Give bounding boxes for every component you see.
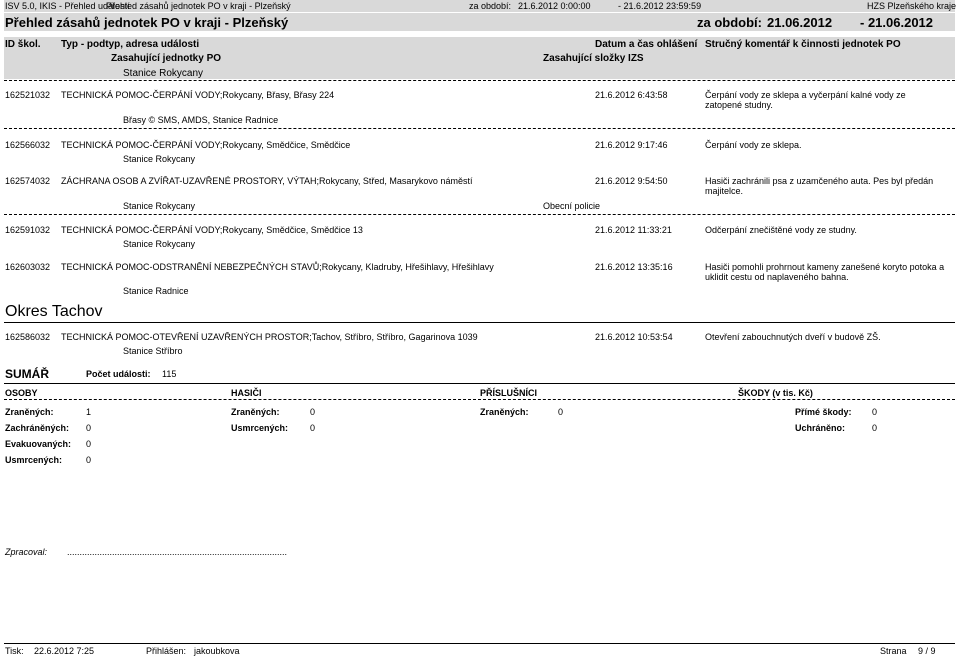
persons-evacuated-value: 0 xyxy=(86,439,92,449)
processed-label: Zpracoval: xyxy=(5,547,48,557)
event-id: 162566032 xyxy=(5,140,51,150)
event-count-label: Počet události: xyxy=(86,369,151,379)
event-id: 162574032 xyxy=(5,176,51,186)
event-id: 162586032 xyxy=(5,332,51,342)
summary-title: SUMÁŘ xyxy=(5,367,49,381)
event-units: Břasy © SMS, AMDS, Stanice Radnice xyxy=(123,115,279,125)
page-title: Přehled zásahů jednotek PO v kraji - Plzeňský xyxy=(5,15,289,30)
event-desc: TECHNICKÁ POMOC-ČERPÁNÍ VODY;Rokycany, Břasy, Břasy 224 xyxy=(61,90,335,100)
event-id: 162603032 xyxy=(5,262,51,272)
page-label: Strana xyxy=(880,646,907,656)
col-units: Zasahující jednotky PO xyxy=(111,53,222,64)
event-desc: TECHNICKÁ POMOC-ČERPÁNÍ VODY;Rokycany, Smědčice, Smědčice 13 xyxy=(61,225,363,235)
persons-evacuated-label: Evakuovaných: xyxy=(5,439,72,449)
print-value: 22.6.2012 7:25 xyxy=(34,646,95,656)
direct-damage-value: 0 xyxy=(872,407,878,417)
event-time: 21.6.2012 9:54:50 xyxy=(595,176,668,186)
page-number: 9 / 9 xyxy=(918,646,936,656)
event-desc: TECHNICKÁ POMOC-ČERPÁNÍ VODY;Rokycany, Smědčice, Smědčice xyxy=(61,140,351,150)
event-units: Stanice Rokycany xyxy=(123,201,196,211)
period-label: za období: xyxy=(469,1,512,11)
system-label: ISV 5.0, IKIS - Přehled událostí xyxy=(5,1,130,11)
event-id: 162521032 xyxy=(5,90,51,100)
event-count: 115 xyxy=(162,369,177,379)
col-izs: Zasahující složky IZS xyxy=(543,53,644,64)
footer-divider xyxy=(4,643,955,644)
event-desc: TECHNICKÁ POMOC-ODSTRANĚNÍ NEBEZPEČNÝCH STAVŮ;Rokycany, Kladruby, Hřešihlavy, Hřešihlavy xyxy=(61,262,494,272)
col-type: Typ - podtyp, adresa události xyxy=(61,39,200,50)
damage-header: ŠKODY (v tis. Kč) xyxy=(738,388,813,398)
firefighters-killed-label: Usmrcených: xyxy=(231,423,289,433)
event-izs: Obecní policie xyxy=(543,201,601,211)
event-units: Stanice Rokycany xyxy=(123,239,196,249)
members-injured-value: 0 xyxy=(558,407,564,417)
persons-injured-value: 1 xyxy=(86,407,92,417)
login-label: Přihlášen: xyxy=(146,646,187,656)
event-time: 21.6.2012 13:35:16 xyxy=(595,262,673,272)
event-comment: Otevření zabouchnutých dveří v budově ZŠ. xyxy=(705,332,881,342)
event-comment: Hasiči zachránili psa z uzamčeného auta. Pes byl předán majitelce. xyxy=(705,176,934,197)
firefighters-injured-value: 0 xyxy=(310,407,316,417)
print-label: Tisk: xyxy=(5,646,24,656)
event-comment: Hasiči pomohli prohrnout kameny zanešené koryto potoka a uklidit cestu od naplaveného bahna. xyxy=(705,262,945,283)
event-units: Stanice Rokycany xyxy=(123,154,196,164)
summary-divider xyxy=(4,383,955,384)
col-comment: Stručný komentář k činnosti jednotek PO xyxy=(705,39,901,50)
event-desc: TECHNICKÁ POMOC-OTEVŘENÍ UZAVŘENÝCH PROSTOR;Tachov, Stříbro, Stříbro, Gagarinova 1039 xyxy=(61,332,478,342)
login-value: jakoubkova xyxy=(194,646,240,656)
organization: HZS Plzeňského kraje xyxy=(866,1,956,11)
members-injured-label: Zraněných: xyxy=(480,407,529,417)
persons-header: OSOBY xyxy=(5,388,38,398)
event-units: Stanice Stříbro xyxy=(123,346,183,356)
persons-injured-label: Zraněných: xyxy=(5,407,54,417)
summary-header-divider xyxy=(4,399,955,400)
title-period-to: - 21.06.2012 xyxy=(860,15,934,30)
firefighters-killed-value: 0 xyxy=(310,423,316,433)
persons-rescued-value: 0 xyxy=(86,423,92,433)
event-comment: Odčerpání znečištěné vody ze studny. xyxy=(705,225,857,235)
persons-killed-value: 0 xyxy=(86,455,92,465)
title-period-from: 21.06.2012 xyxy=(767,15,833,30)
report-name: Přehled zásahů jednotek PO v kraji - Plzeňský xyxy=(106,1,291,11)
event-time: 21.6.2012 6:43:58 xyxy=(595,90,668,100)
district-divider xyxy=(4,322,955,323)
district-title: Okres Tachov xyxy=(5,303,103,320)
event-comment: Čerpání vody ze sklepa. xyxy=(705,140,802,150)
col-datetime: Datum a čas ohlášení xyxy=(595,39,698,50)
event-desc: ZÁCHRANA OSOB A ZVÍŘAT-UZAVŘENÉ PROSTORY, VÝTAH;Rokycany, Střed, Masarykovo náměstí xyxy=(61,176,473,186)
event-units: Stanice Radnice xyxy=(123,286,189,296)
title-period-label: za období: xyxy=(697,15,762,30)
event-time: 21.6.2012 11:33:21 xyxy=(595,225,672,235)
firefighters-header: HASIČI xyxy=(231,388,262,398)
row-divider xyxy=(4,214,955,215)
event-comment: Čerpání vody ze sklepa a vyčerpání kalné vody ze zatopené studny. xyxy=(705,90,906,111)
persons-killed-label: Usmrcených: xyxy=(5,455,63,465)
row-divider xyxy=(4,128,955,129)
col-id: ID škol. xyxy=(5,39,41,50)
header-divider xyxy=(4,80,955,81)
col-station: Stanice Rokycany xyxy=(123,68,204,79)
period-to: - 21.6.2012 23:59:59 xyxy=(618,1,702,11)
event-id: 162591032 xyxy=(5,225,51,235)
saved-value-value: 0 xyxy=(872,423,878,433)
event-time: 21.6.2012 9:17:46 xyxy=(595,140,668,150)
event-time: 21.6.2012 10:53:54 xyxy=(595,332,673,342)
firefighters-injured-label: Zraněných: xyxy=(231,407,280,417)
direct-damage-label: Přímé škody: xyxy=(795,407,852,417)
processed-value: ........................................................................................ xyxy=(67,547,288,557)
members-header: PŘÍSLUŠNÍCI xyxy=(480,388,538,398)
persons-rescued-label: Zachráněných: xyxy=(5,423,70,433)
saved-value-label: Uchráněno: xyxy=(795,423,846,433)
period-from: 21.6.2012 0:00:00 xyxy=(518,1,591,11)
